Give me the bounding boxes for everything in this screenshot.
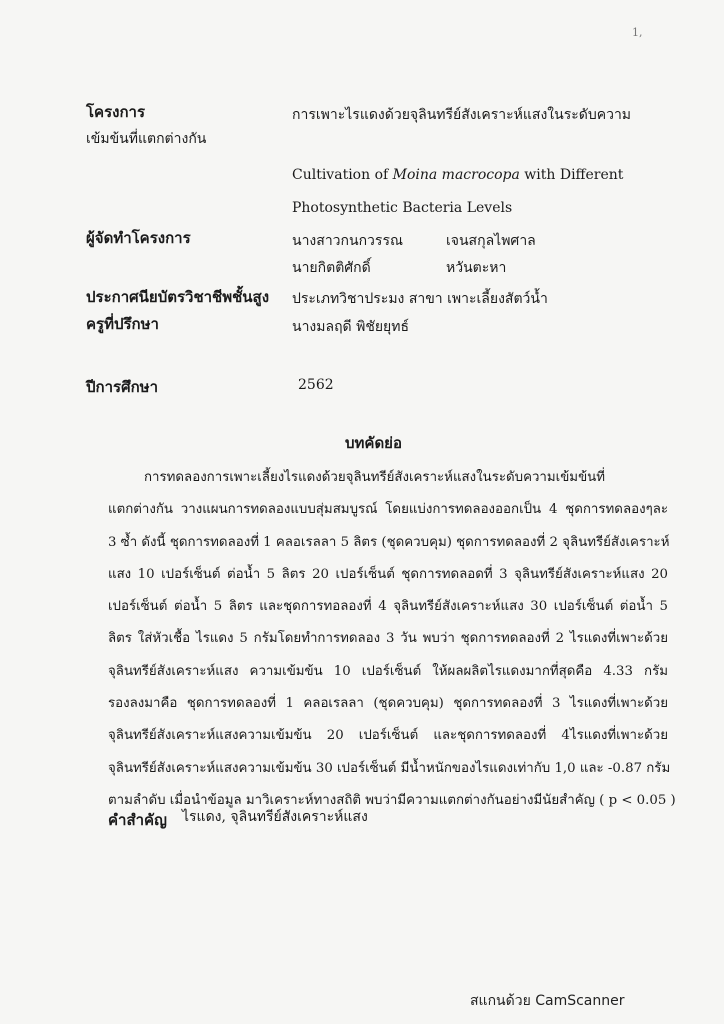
abstract-line-11: ตามลำดับ เมื่อนำข้อมูล มาวิเคราะห์ทางสถิติ พบว่ามีความแตกต่างกันอย่างมีนัยสำคัญ ( p < 0.05 ) bbox=[108, 792, 676, 808]
project-label: โครงการ bbox=[86, 103, 146, 121]
abstract-line-3: 3 ซ้ำ ดังนี้ ชุดการทดลองที่ 1 คลอเรลลา 5 ลิตร (ชุดควบคุม) ชุดการทดลองที่ 2 จุลินทรีย์สังเคราะห์ bbox=[108, 534, 670, 550]
camscanner-footer: สแกนด้วย CamScanner bbox=[470, 993, 625, 1009]
page-marker: 1, bbox=[632, 26, 643, 39]
abstract-body bbox=[108, 462, 676, 817]
english-title-part-c: with Different bbox=[519, 167, 624, 183]
author-1-last-name: เจนสกุลไพศาล bbox=[446, 233, 536, 249]
advisor-value: นางมลฤดี พิชัยยุทธ์ bbox=[292, 319, 410, 335]
english-title-line1 bbox=[292, 167, 623, 183]
certificate-value: ประเภทวิชาประมง สาขา เพาะเลี้ยงสัตว์น้ำ bbox=[292, 291, 548, 307]
abstract-line-8: รองลงมาคือ ชุดการทดลองที่ 1 คลอเรลลา (ชุดควบคุม) ชุดการทดลองที่ 3 ไรแดงที่เพาะด้วย bbox=[108, 696, 668, 712]
author-1-first-name: นางสาวกนกวรรณ bbox=[292, 233, 403, 249]
advisor-label: ครูที่ปรึกษา bbox=[86, 315, 159, 333]
english-title-line2: Photosynthetic Bacteria Levels bbox=[292, 200, 513, 216]
project-title-line1: การเพาะไรแดงด้วยจุลินทรีย์สังเคราะห์แสงในระดับความ bbox=[292, 107, 632, 123]
abstract-line-10: จุลินทรีย์สังเคราะห์แสงความเข้มข้น 30 เปอร์เซ็นต์ มีน้ำหนักของไรแดงเท่ากับ 1,0 และ -0.87 กรัม bbox=[108, 760, 671, 776]
authors-label: ผู้จัดทำโครงการ bbox=[86, 229, 191, 247]
abstract-line-1: การทดลองการเพาะเลี้ยงไรแดงด้วยจุลินทรีย์สังเคราะห์แสงในระดับความเข้มข้นที่ bbox=[144, 470, 606, 485]
abstract-line-6: ลิตร ใส่หัวเชื้อ ไรแดง 5 กรัมโดยทำการทดลอง 3 วัน พบว่า ชุดการทดลองที่ 2 ไรแดงที่เพาะด้วย bbox=[108, 631, 668, 647]
abstract-line-5: เปอร์เซ็นต์ ต่อน้ำ 5 ลิตร และชุดการทอลองที่ 4 จุลินทรีย์สังเคราะห์แสง 30 เปอร์เซ็นต์ ต่อน้ำ 5 bbox=[108, 599, 668, 615]
abstract-title: บทคัดย่อ bbox=[345, 434, 402, 452]
abstract-line-9: จุลินทรีย์สังเคราะห์แสงความเข้มข้น 20 เปอร์เซ็นต์ และชุดการทดลองที่ 4ไรแดงที่เพาะด้วย bbox=[108, 728, 668, 744]
abstract-line-4: แสง 10 เปอร์เซ็นต์ ต่อน้ำ 5 ลิตร 20 เปอร์เซ็นต์ ชุดการทดลอดที่ 3 จุลินทรีย์สังเคราะห์แสง 20 bbox=[108, 566, 668, 582]
keywords-label: คำสำคัญ bbox=[108, 811, 167, 829]
project-title-line2: เข้มข้นที่แตกต่างกัน bbox=[86, 131, 207, 147]
abstract-line-2: แตกต่างกัน วางแผนการทดลองแบบสุ่มสมบูรณ์ โดยแบ่งการทดลองออกเป็น 4 ชุดการทดลองๆละ bbox=[108, 502, 668, 518]
english-title-part-a: Cultivation of bbox=[292, 167, 393, 183]
english-title-species: Moina macrocopa bbox=[392, 167, 520, 183]
abstract-line-7: จุลินทรีย์สังเคราะห์แสง ความเข้มข้น 10 เปอร์เซ็นต์ ให้ผลผลิตไรแดงมากที่สุดคือ 4.33 กรัม bbox=[108, 663, 668, 679]
certificate-label: ประกาศนียบัตรวิชาชีพชั้นสูง bbox=[86, 288, 270, 306]
keywords-value: ไรแดง, จุลินทรีย์สังเคราะห์แสง bbox=[182, 809, 368, 825]
author-2-first-name: นายกิตติศักดิ์ bbox=[292, 260, 371, 276]
year-value: 2562 bbox=[298, 377, 334, 393]
year-label: ปีการศึกษา bbox=[86, 378, 158, 396]
author-2-last-name: หวันตะหา bbox=[446, 260, 507, 276]
